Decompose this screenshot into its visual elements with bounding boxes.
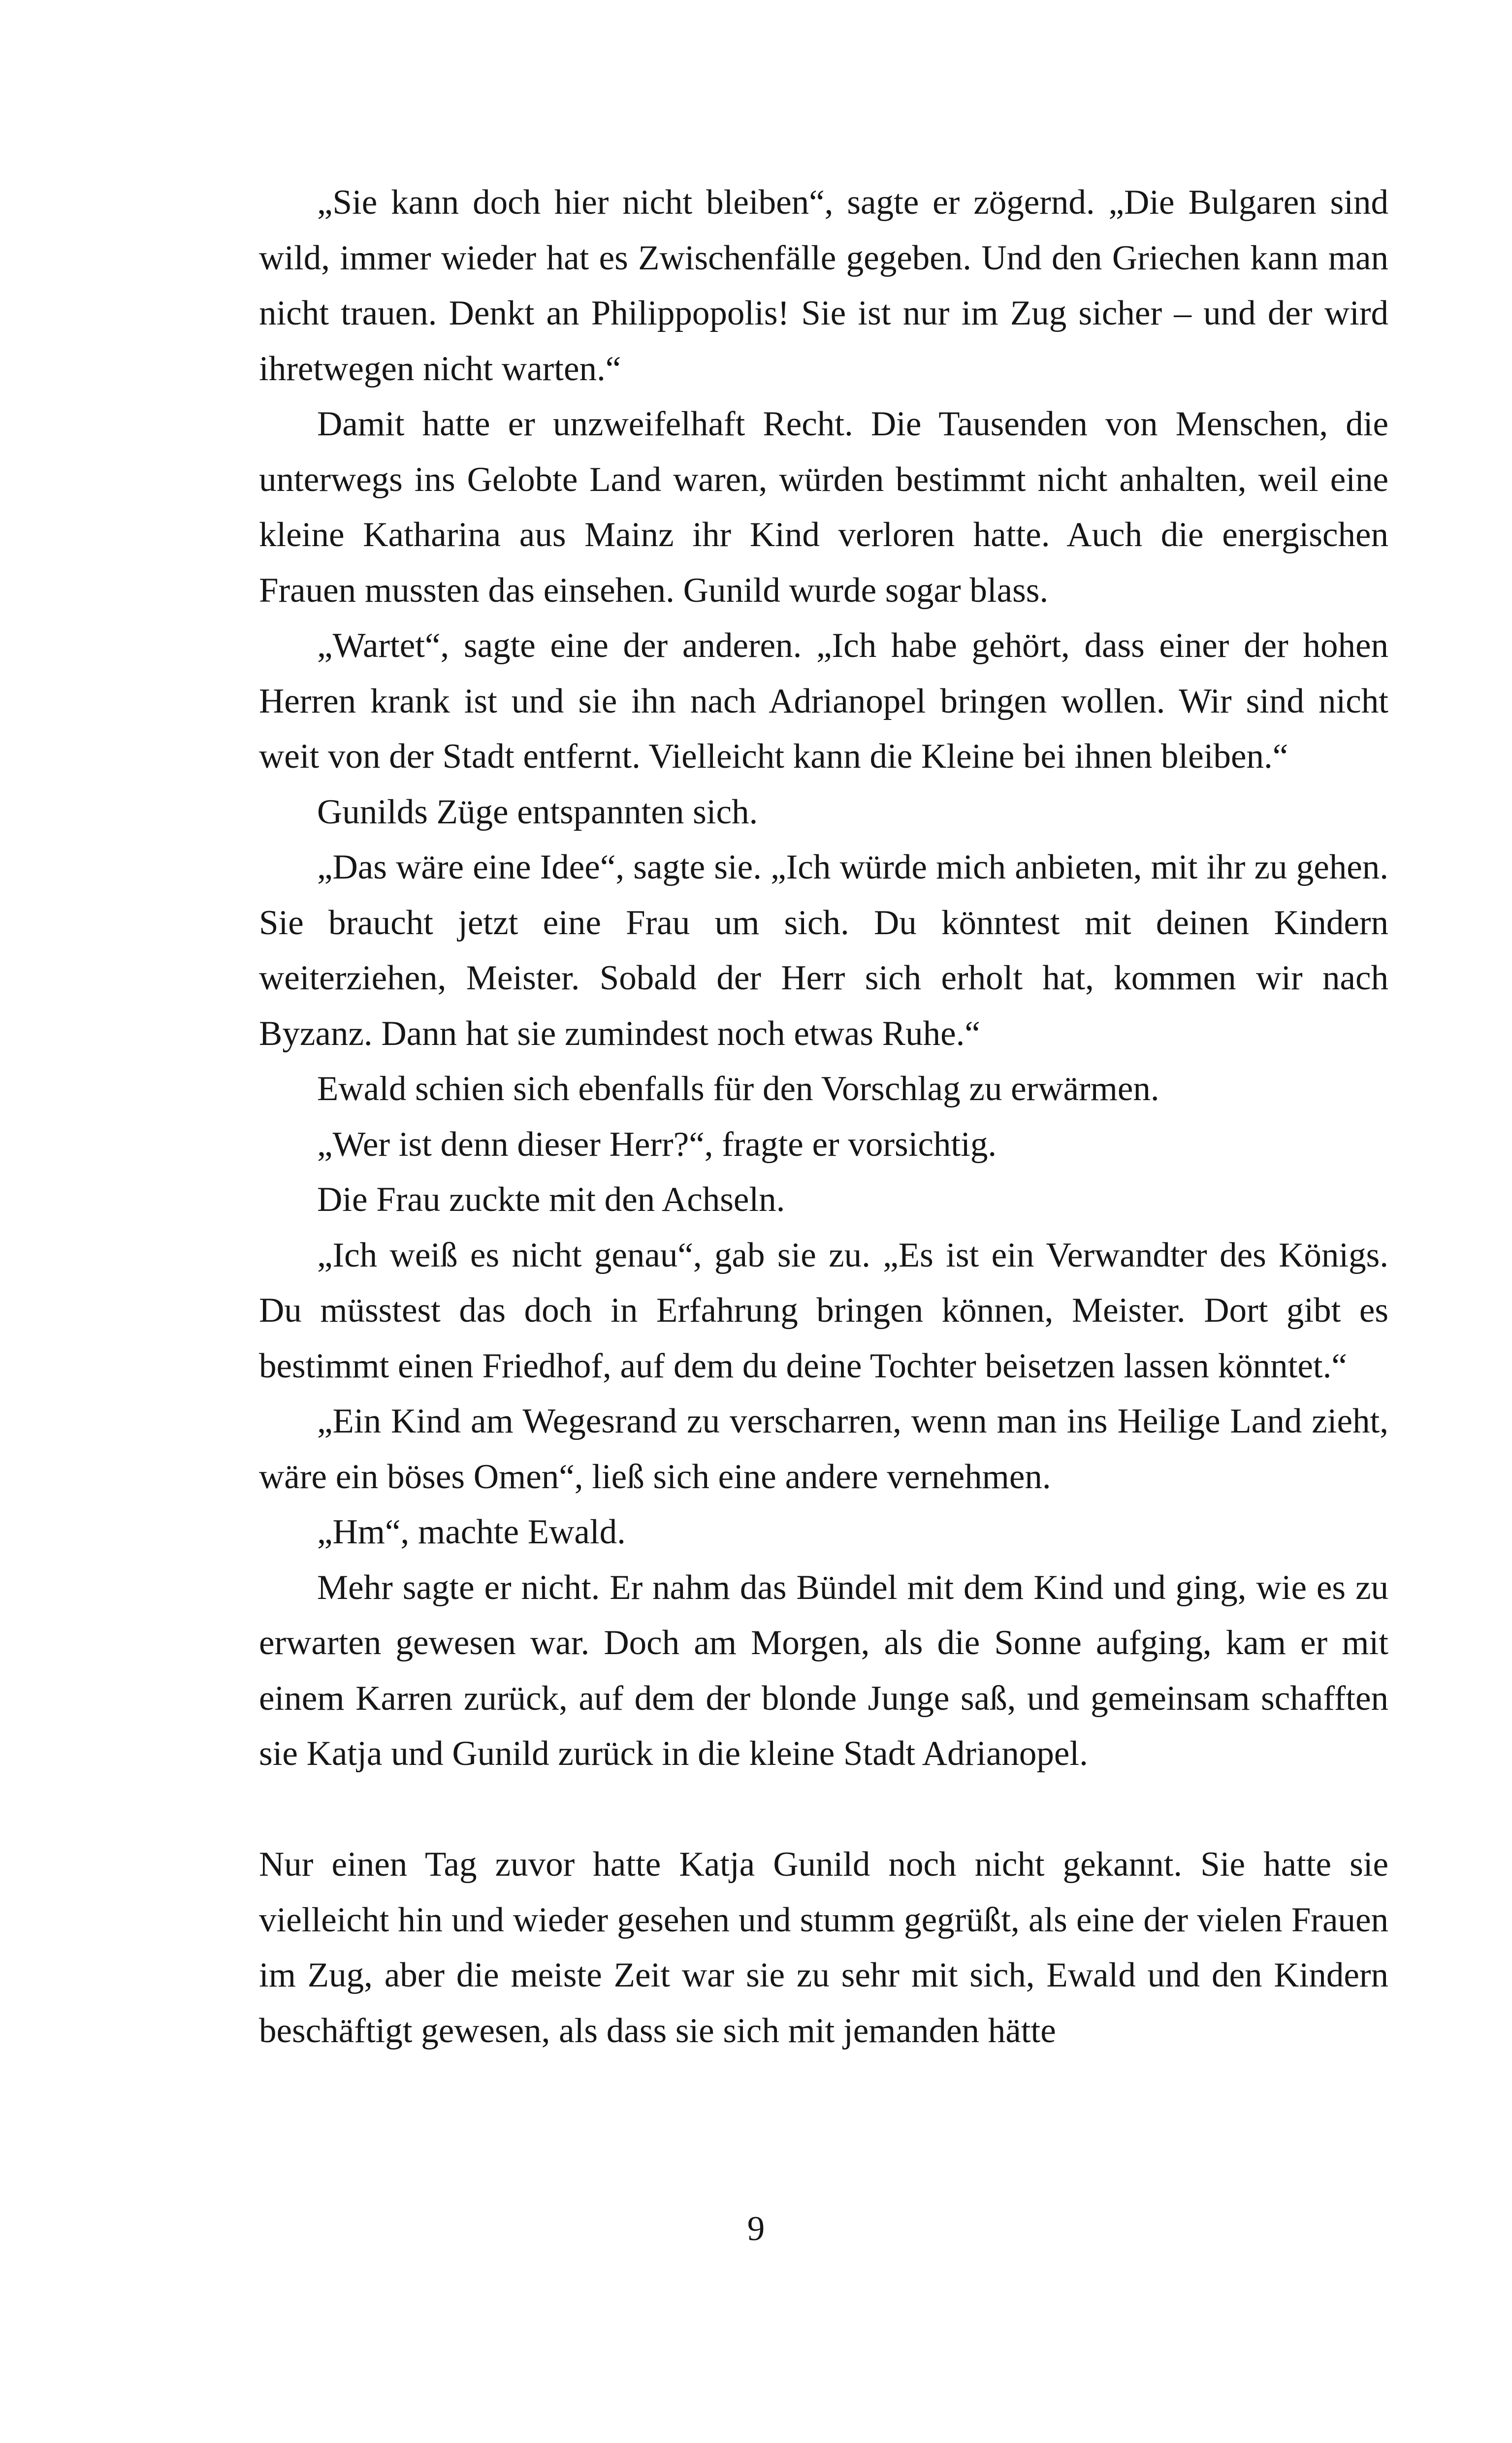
paragraph: Damit hatte er unzweifelhaft Recht. Die Tausenden von Menschen, die unterwegs ins Gelobte Land waren, würden bestimmt nicht anhalten, weil eine kleine Katharina aus Mainz ihr Kind verloren hatte. Auch die energischen Frauen mussten das einsehen. Gunild wurde sogar blass. <box>259 405 1388 610</box>
paragraph: „Hm“, machte Ewald. <box>317 1513 626 1551</box>
paragraph: Die Frau zuckte mit den Achseln. <box>317 1180 785 1219</box>
paragraph: „Ich weiß es nicht genau“, gab sie zu. „Es ist ein Verwandter des Königs. Du müsstest das doch in Erfahrung bringen können, Meister. Dort gibt es bestimmt einen Friedhof, auf dem du deine Tochter beisetzen lassen könntet.“ <box>259 1236 1388 1385</box>
body-text <box>259 175 1388 2058</box>
paragraph: „Sie kann doch hier nicht bleiben“, sagte er zögernd. „Die Bulgaren sind wild, immer wieder hat es Zwischenfälle gegeben. Und den Griechen kann man nicht trauen. Denkt an Philippopolis! Sie ist nur im Zug sicher – und der wird ihretwegen nicht warten.“ <box>259 183 1388 388</box>
page-number: 9 <box>747 2210 765 2248</box>
paragraph: „Ein Kind am Wegesrand zu verscharren, wenn man ins Heilige Land zieht, wäre ein böses Omen“, ließ sich eine andere vernehmen. <box>259 1402 1388 1496</box>
paragraph: Ewald schien sich ebenfalls für den Vorschlag zu erwärmen. <box>317 1070 1159 1108</box>
paragraph: „Das wäre eine Idee“, sagte sie. „Ich würde mich anbieten, mit ihr zu gehen. Sie braucht jetzt eine Frau um sich. Du könntest mit deinen Kindern weiterziehen, Meister. Sobald der Herr sich erholt hat, kommen wir nach Byzanz. Dann hat sie zumindest noch etwas Ruhe.“ <box>259 848 1388 1053</box>
paragraph: „Wer ist denn dieser Herr?“, fragte er vorsichtig. <box>317 1125 997 1164</box>
paragraph: Gunilds Züge entspannten sich. <box>317 792 758 831</box>
paragraph: Mehr sagte er nicht. Er nahm das Bündel mit dem Kind und ging, wie es zu erwarten gewesen war. Doch am Morgen, als die Sonne aufging, kam er mit einem Karren zurück, auf dem der blonde Junge saß, und gemeinsam schafften sie Katja und Gunild zurück in die kleine Stadt Adrianopel. <box>259 1568 1388 1773</box>
paragraph: „Wartet“, sagte eine der anderen. „Ich habe gehört, dass einer der hohen Herren krank ist und sie ihn nach Adrianopel bringen wollen. Wir sind nicht weit von der Stadt entfernt. Vielleicht kann die Kleine bei ihnen bleiben.“ <box>259 626 1388 776</box>
paragraph-section-start: Nur einen Tag zuvor hatte Katja Gunild noch nicht gekannt. Sie hatte sie vielleicht hin und wieder gesehen und stumm gegrüßt, als eine der vielen Frauen im Zug, aber die meiste Zeit war sie zu sehr mit sich, Ewald und den Kindern beschäftigt gewesen, als dass sie sich mit jemanden hätte <box>259 1845 1388 2050</box>
